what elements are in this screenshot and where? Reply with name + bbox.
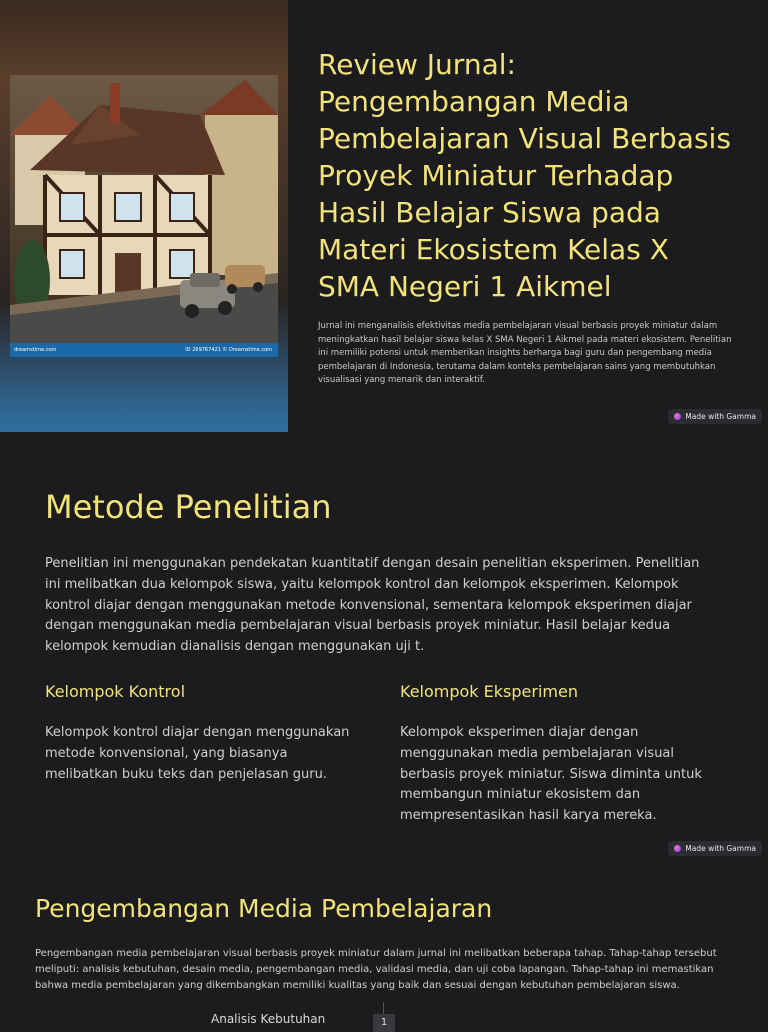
hero-panel [0,0,288,432]
badge-label: Made with Gamma [685,844,756,853]
column-text: Kelompok eksperimen diajar dengan menggunakan media pembelajaran visual berbasis proyek miniatur. Siswa diminta untuk membangun miniatur ekosistem dan mempresentasikan hasil karya mereka. [400,725,702,824]
column-text: Kelompok kontrol diajar dengan menggunakan metode konvensional, yang biasanya melibatkan buku teks dan penjelasan guru. [45,725,350,782]
slide-pengembangan [0,864,768,1028]
column-kontrol [45,682,355,785]
made-with-gamma-badge[interactable] [668,409,762,424]
section-title: Pengembangan Media Pembelajaran [35,894,493,923]
timeline-step-number: 1 [373,1014,395,1032]
miniature-house-photo [10,75,278,357]
gamma-logo-icon [674,845,681,852]
house-illustration [10,75,278,343]
intro-paragraph: Jurnal ini menganalisis efektivitas media pembelajaran visual berbasis proyek miniatur dalam meningkatkan hasil belajar siswa kelas X SMA Negeri 1 Aikmel pada materi ekosistem. Penelitian ini memiliki potensi untuk memberikan insights berharga bagi guru dan pengembang media pembelajaran di Indonesia, terutama dalam konteks pembelajaran sains yang membutuhkan visualisasi yang menarik dan interaktif. [318,321,732,385]
column-heading: Kelompok Eksperimen [400,682,578,701]
badge-label: Made with Gamma [685,412,756,421]
section-body: Penelitian ini menggunakan pendekatan kuantitatif dengan desain penelitian eksperimen. Penelitian ini melibatkan dua kelompok siswa, yaitu kelompok kontrol dan kelompok eksperimen. Kelompok kontrol diajar dengan menggunakan metode konvensional, sementara kelompok eksperimen diajar dengan menggunakan media pembelajaran visual berbasis proyek miniatur. Hasil belajar kedua kelompok kemudian dianalisis dengan menggunakan uji t. [45,556,700,655]
column-heading: Kelompok Kontrol [45,682,186,701]
image-watermark-bar [10,343,278,357]
slide-title [0,0,768,432]
section-title: Metode Penelitian [45,488,332,526]
watermark-left: dreamstime.com [14,347,57,353]
section-body: Pengembangan media pembelajaran visual berbasis proyek miniatur dalam jurnal ini melibatkan beberapa tahap. Tahap-tahap tersebut meliputi: analisis kebutuhan, desain media, pengembangan media, validasi media, dan uji coba lapangan. Tahap-tahap ini memastikan bahwa media pembelajaran yang dikembangkan memiliki kualitas yang baik dan sesuai dengan kebutuhan pembelajaran siswa. [35,948,717,991]
made-with-gamma-badge[interactable] [668,841,762,856]
column-eksperimen [400,682,710,827]
slide-metode [0,432,768,864]
gamma-logo-icon [674,413,681,420]
page-title: Review Jurnal: Pengembangan Media Pembelajaran Visual Berbasis Proyek Miniatur Terhadap Hasil Belajar Siswa pada Materi Ekosistem Kelas X SMA Negeri 1 Aikmel [318,48,731,303]
watermark-right: ID 269767421 © Dreamstime.com [185,347,272,353]
timeline-step-label: Analisis Kebutuhan [211,1012,326,1026]
